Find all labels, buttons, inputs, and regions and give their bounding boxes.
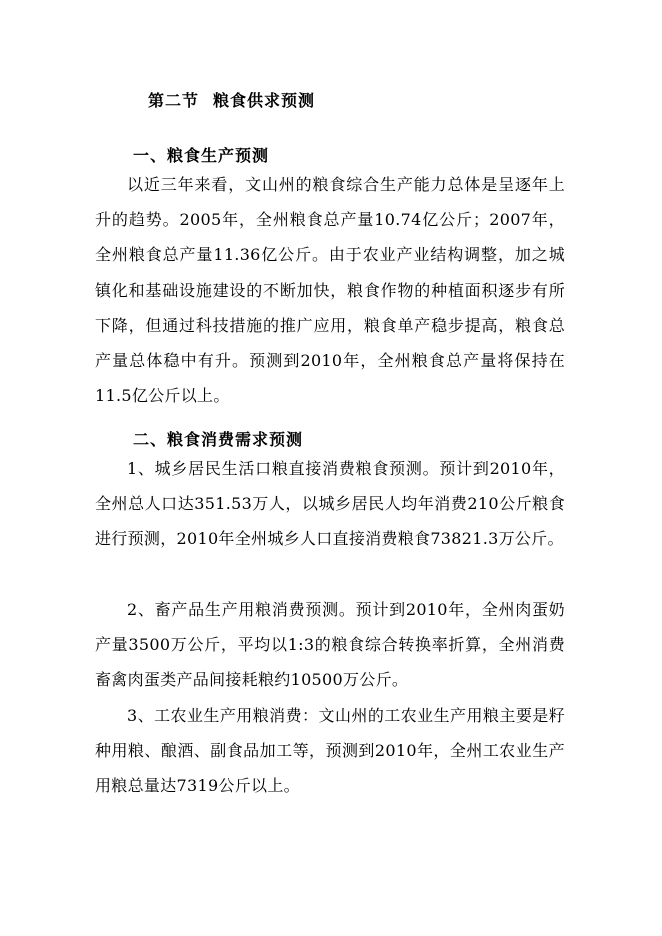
section-title (148, 88, 315, 111)
heading-grain-production: 一、粮食生产预测 (133, 146, 270, 165)
paragraph-item-1: 1、城乡居民生活口粮直接消费粮食预测。预计到2010年，全州总人口达351.53万人，以城乡居民人均年消费210公斤粮食进行预测，2010年全州城乡人口直接消费粮食73821.3万公斤。 (95, 459, 565, 549)
section-number: 第二节 (148, 91, 200, 110)
heading-grain-consumption: 二、粮食消费需求预测 (133, 430, 304, 449)
paragraph-item-2: 2、畜产品生产用粮消费预测。预计到2010年，全州肉蛋奶产量3500万公斤，平均以1:3的粮食综合转换率折算，全州消费畜禽肉蛋类产品间接耗粮约10500万公斤。 (95, 600, 565, 690)
paragraph-item-3: 3、工农业生产用粮消费：文山州的工农业生产用粮主要是籽种用粮、酿酒、副食品加工等，预测到2010年，全州工农业生产用粮总量达7319公斤以上。 (95, 706, 565, 796)
paragraph-grain-production: 以近三年来看，文山州的粮食综合生产能力总体是呈逐年上升的趋势。2005年，全州粮食总产量10.74亿公斤；2007年，全州粮食总产量11.36亿公斤。由于农业产业结构调整，加之城镇化和基础设施建设的不断加快，粮食作物的种植面积逐步有所下降，但通过科技措施的推广应用，粮食单产稳步提高，粮食总产量总体稳中有升。预测到2010年，全州粮食总产量将保持在11.5亿公斤以上。 (95, 175, 565, 406)
section-title-text: 粮食供求预测 (213, 91, 316, 110)
